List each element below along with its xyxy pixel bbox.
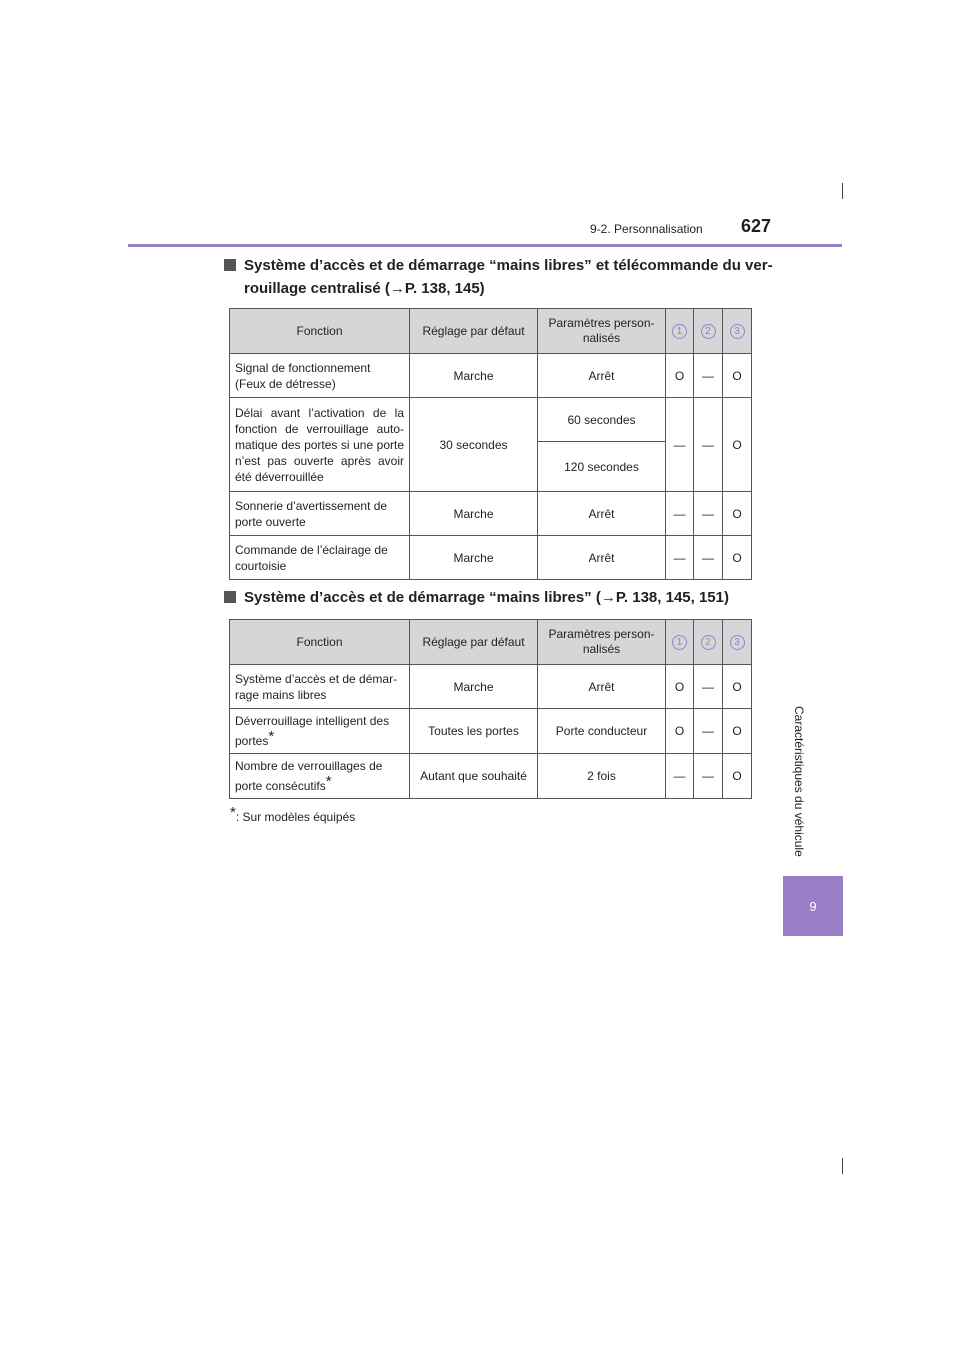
- col-method-3: [723, 309, 752, 354]
- table-row: Sonnerie d’avertissement de porte ouverte Marche Arrêt — — O: [230, 492, 752, 536]
- col-default: Réglage par défaut: [410, 620, 538, 665]
- footnote-star: *: [230, 804, 236, 821]
- circled-2-icon: 2: [701, 635, 716, 650]
- table-row: 120 secondes: [230, 442, 752, 492]
- table-row: Nombre de verrouillages de porte consécutifs* Autant que souhaité 2 fois — — O: [230, 754, 752, 799]
- table-row: Système d’accès et de démar-rage mains libres Marche Arrêt O — O: [230, 665, 752, 709]
- circled-1-icon: 1: [672, 635, 687, 650]
- col-fonction: Fonction: [230, 620, 410, 665]
- square-bullet-icon: [224, 259, 236, 271]
- crop-mark-bottom: [842, 1158, 843, 1174]
- chapter-tab: 9: [783, 876, 843, 936]
- table-row: Déverrouillage intelligent des portes* Toutes les portes Porte conducteur O — O: [230, 709, 752, 754]
- col-custom: Paramètres person-nalisés: [538, 620, 666, 665]
- circled-2-icon: 2: [701, 324, 716, 339]
- table-row: Signal de fonctionnement (Feux de détresse) Marche Arrêt O — O: [230, 354, 752, 398]
- page-number: 627: [741, 216, 772, 236]
- square-bullet-icon: [224, 591, 236, 603]
- settings-table-2: [229, 619, 752, 799]
- col-method-1: [666, 309, 694, 354]
- header-rule: [128, 244, 842, 247]
- col-method-2: [694, 309, 723, 354]
- circled-3-icon: 3: [730, 324, 745, 339]
- table-row: Délai avant l’activation de la fonction de verrouillage auto-matique des portes si une porte n’est pas ouverte après avoir été déverrouillée 30 secondes 60 secondes — — O: [230, 398, 752, 442]
- footnote: *: Sur modèles équipés: [230, 804, 356, 824]
- settings-table-1: [229, 308, 752, 580]
- table-header-row: [230, 620, 752, 665]
- circled-1-icon: 1: [672, 324, 687, 339]
- table-header-row: [230, 309, 752, 354]
- col-default: Réglage par défaut: [410, 309, 538, 354]
- crop-mark-top: [842, 183, 843, 199]
- section-title: 9-2. Personnalisation: [590, 222, 703, 236]
- footnote-star: *: [325, 773, 332, 790]
- col-method-1: [666, 620, 694, 665]
- section2-heading: Système d’accès et de démarrage “mains libres” (→P. 138, 145, 151): [224, 586, 729, 609]
- col-method-3: [723, 620, 752, 665]
- chapter-side-label: Caractéristiques du véhicule: [792, 706, 806, 857]
- section1-heading: Système d’accès et de démarrage “mains libres” et télécommande du ver- rouillage centralisé (→P. 138, 145): [224, 254, 773, 300]
- col-fonction: Fonction: [230, 309, 410, 354]
- table-row: Commande de l’éclairage de courtoisie Marche Arrêt — — O: [230, 536, 752, 580]
- circled-3-icon: 3: [730, 635, 745, 650]
- col-method-2: [694, 620, 723, 665]
- footnote-star: *: [268, 728, 275, 745]
- col-custom: Paramètres person-nalisés: [538, 309, 666, 354]
